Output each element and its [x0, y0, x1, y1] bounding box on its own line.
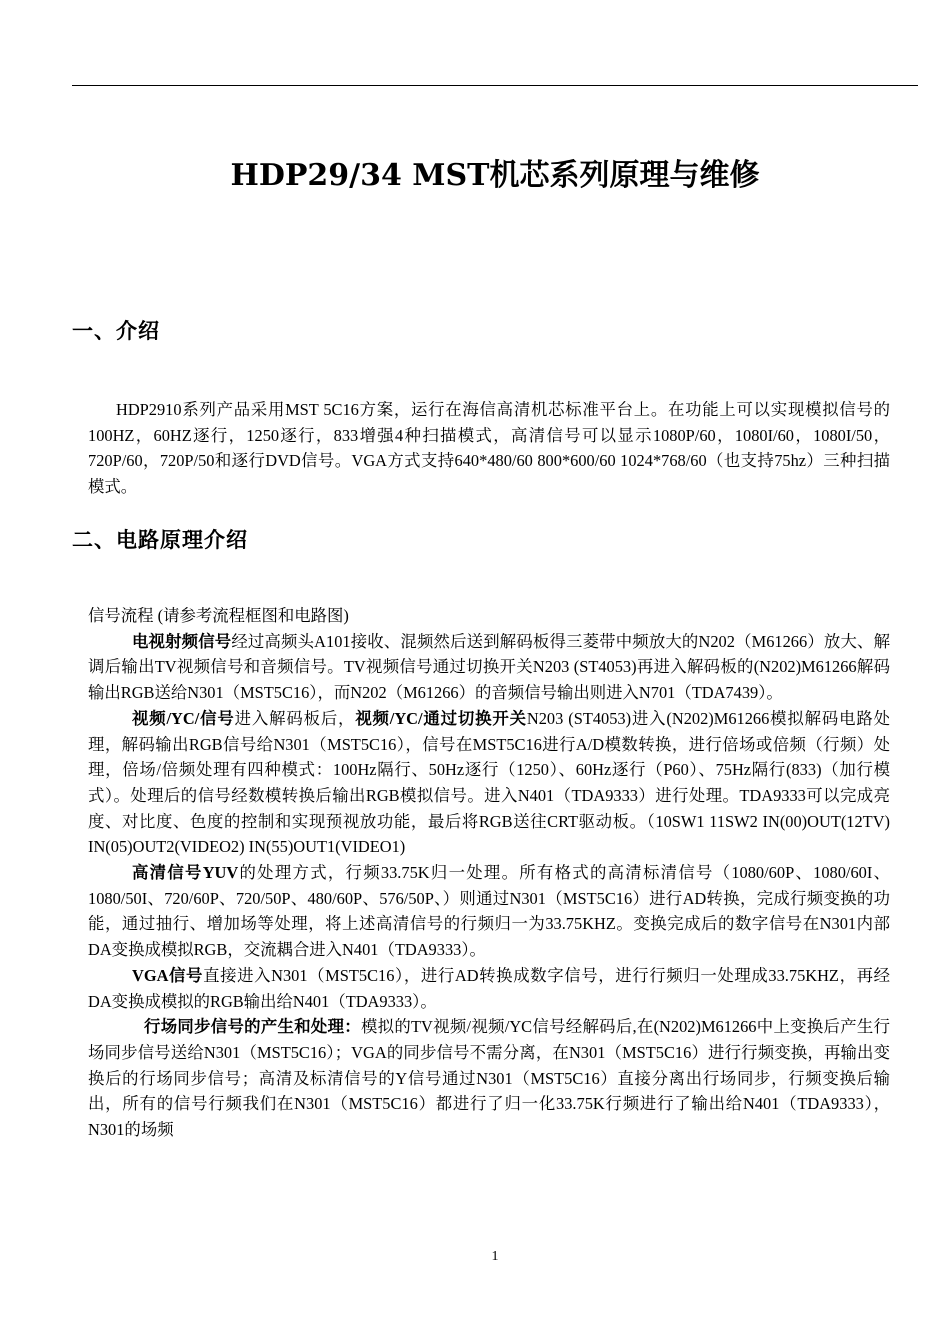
introduction-paragraph: HDP2910系列产品采用MST 5C16方案，运行在海信高清机芯标准平台上。在功能上可以实现模拟信号的100HZ，60HZ逐行，1250逐行，833增强4种扫描模式，高清信号可以显示1080P/60，1080I/60，1080I/50，720P/60，720P/50和逐行DVD信号。VGA方式支持640*480/60 800*600/60 1024*768/60（也支持75hz）三种扫描模式。	[88, 400, 890, 497]
header-rule	[72, 85, 918, 86]
rf-signal-bold-lead: 电视射频信号	[132, 631, 232, 651]
video-yc-text-2: N203 (ST4053)进入(N202)M61266模拟解码电路处理，解码输出RGB信号给N301（MST5C16），信号在MST5C16进行A/D模数转换，进行倍场或倍频（行频）处理，倍场/倍频处理有四种模式：100Hz隔行、50Hz逐行（1250）、60Hz逐行（P60）、75Hz隔行(833)（加行模式）。处理后的信号经数模转换后输出RGB模拟信号。进入N401（TDA9333）进行处理。TDA9333可以完成亮度、对比度、色度的控制和实现预视放功能，最后将RGB送往CRT驱动板。（10SW1 11SW2 IN(00)OUT(12TV) IN(05)OUT2(VIDEO2) IN(55)OUT1(VIDEO1)	[88, 708, 891, 857]
paragraph-video-yc	[88, 706, 890, 860]
circuit-principle-body	[88, 603, 890, 1143]
paragraph-hd-yuv	[88, 860, 890, 963]
paragraph-vga	[88, 963, 890, 1014]
vga-bold-lead: VGA信号	[132, 965, 204, 985]
vga-text: 直接进入N301（MST5C16），进行AD转换成数字信号，进行行频归一处理成33.75KHZ，再经DA变换成模拟的RGB输出给N401（TDA9333）。	[88, 965, 890, 1011]
rf-signal-text: 经过高频头A101接收、混频然后送到解码板得三菱带中频放大的N202（M61266）放大、解调后输出TV视频信号和音频信号。TV视频信号通过切换开关N203 (ST4053)再进入解码板的(N202)M61266解码输出RGB送给N301（MST5C16），而N202（M61266）的音频信号输出则进入N701（TDA7439）。	[88, 631, 890, 703]
section-heading-introduction: 一、介绍	[72, 319, 160, 343]
sync-text: 模拟的TV视频/视频/YC信号经解码后,在(N202)M61266中上变换后产生行场同步信号送给N301（MST5C16）；VGA的同步信号不需分离，在N301（MST5C16）进行行频变换，再输出变换后的行场同步信号；高清及标清信号的Y信号通过N301（MST5C16）直接分离出行场同步，行频变换后输出，所有的信号行频我们在N301（MST5C16）都进行了归一化33.75K行频进行了输出给N401（TDA9333），N301的场频	[88, 1017, 890, 1140]
page-number: 1	[491, 1249, 499, 1264]
video-yc-text-1: 进入解码板后，	[234, 708, 356, 728]
signal-flow-line: 信号流程 (请参考流程框图和电路图)	[88, 606, 349, 625]
paragraph-rf-signal	[88, 629, 890, 706]
hd-yuv-text: 的处理方式，行频33.75K归一处理。所有格式的高清标清信号（1080/60P、1080/60I、1080/50I、720/60P、720/50P、480/60P、576/50P、）则通过N301（MST5C16）进行AD转换，完成行频变换的功能，通过抽行、增加场等处理，将上述高清信号的行频归一为33.75KHZ。变换完成后的数字信号在N301内部DA变换成模拟RGB，交流耦合进入N401（TDA9333）。	[88, 863, 890, 960]
video-yc-bold-switch: 视频/YC/通过切换开关	[355, 708, 527, 728]
sync-bold-lead: 行场同步信号的产生和处理：	[144, 1017, 361, 1037]
section-heading-circuit-principle: 二、电路原理介绍	[72, 528, 248, 552]
paragraph-sync	[88, 1014, 890, 1143]
video-yc-bold-lead: 视频/YC/信号	[132, 708, 235, 728]
introduction-body	[88, 397, 890, 500]
document-title: HDP29/34 MST机芯系列原理与维修	[230, 158, 760, 193]
hd-yuv-bold-lead: 高清信号YUV	[132, 863, 239, 883]
